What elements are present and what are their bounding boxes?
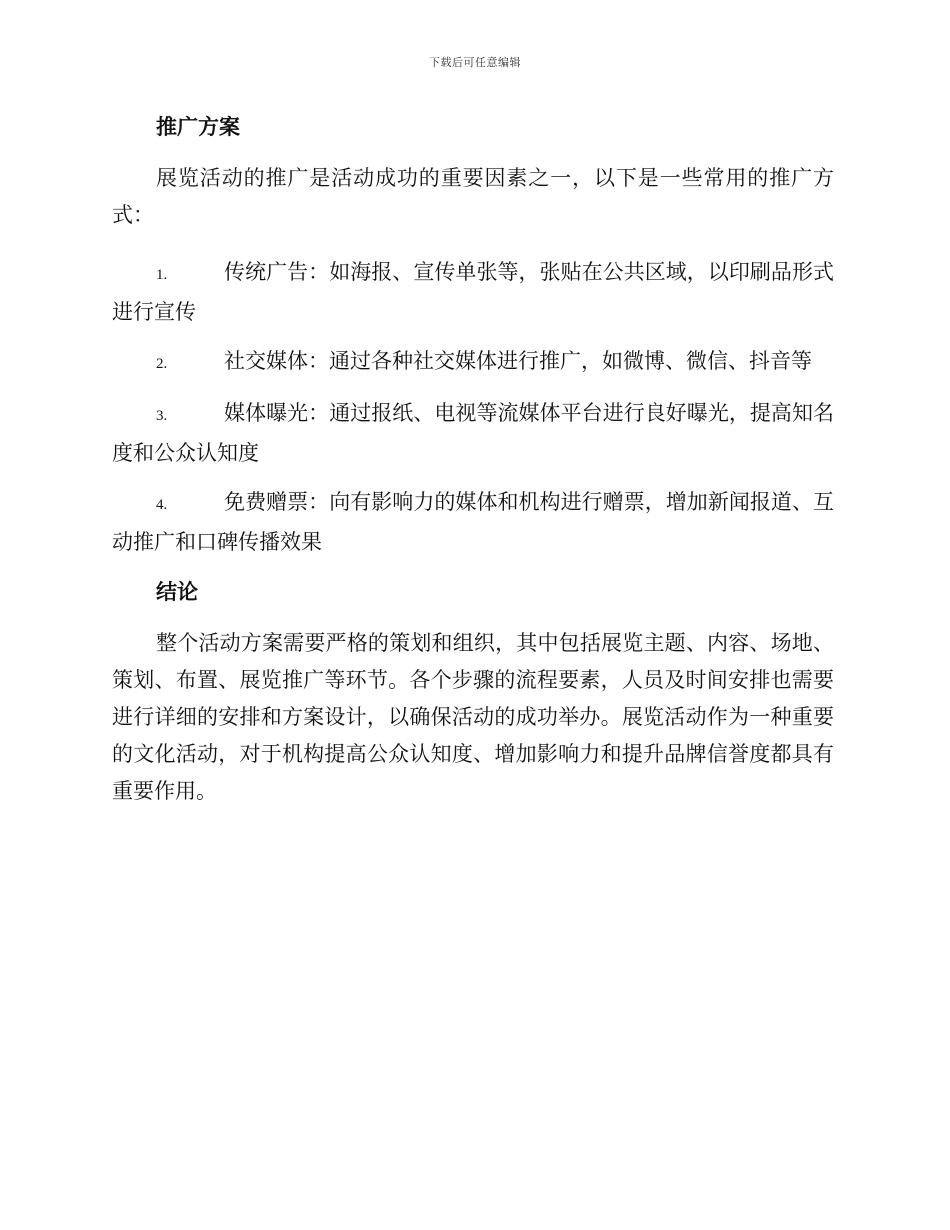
list-item-text: 传统广告：如海报、宣传单张等，张贴在公共区域，以印刷品形式进行宣传 bbox=[112, 260, 834, 324]
list-item bbox=[112, 254, 834, 331]
list-item-number: 2. bbox=[156, 356, 168, 372]
list-item-text: 免费赠票：向有影响力的媒体和机构进行赠票，增加新闻报道、互动推广和口碑传播效果 bbox=[112, 490, 834, 554]
list-item bbox=[112, 343, 834, 383]
list-item-text: 社交媒体：通过各种社交媒体进行推广，如微博、微信、抖音等 bbox=[224, 349, 812, 373]
list-item bbox=[112, 395, 834, 472]
promotion-intro-paragraph: 展览活动的推广是活动成功的重要因素之一，以下是一些常用的推广方式： bbox=[112, 166, 834, 227]
section-heading-conclusion: 结论 bbox=[156, 579, 198, 604]
list-item-number: 4. bbox=[156, 497, 168, 513]
list-item-text: 媒体曝光：通过报纸、电视等流媒体平台进行良好曝光，提高知名度和公众认知度 bbox=[112, 401, 834, 465]
document-body bbox=[112, 108, 834, 810]
page-header: 下载后可任意编辑 bbox=[429, 56, 521, 69]
section-heading-promotion: 推广方案 bbox=[156, 114, 240, 139]
list-item-number: 3. bbox=[156, 408, 168, 424]
conclusion-paragraph: 整个活动方案需要严格的策划和组织，其中包括展览主题、内容、场地、策划、布置、展览推广等环节。各个步骤的流程要素，人员及时间安排也需要进行详细的安排和方案设计，以确保活动的成功举办。展览活动作为一种重要的文化活动，对于机构提高公众认知度、增加影响力和提升品牌信誉度都具有重要作用。 bbox=[112, 631, 834, 803]
list-item-number: 1. bbox=[156, 267, 168, 283]
list-item bbox=[112, 484, 834, 561]
